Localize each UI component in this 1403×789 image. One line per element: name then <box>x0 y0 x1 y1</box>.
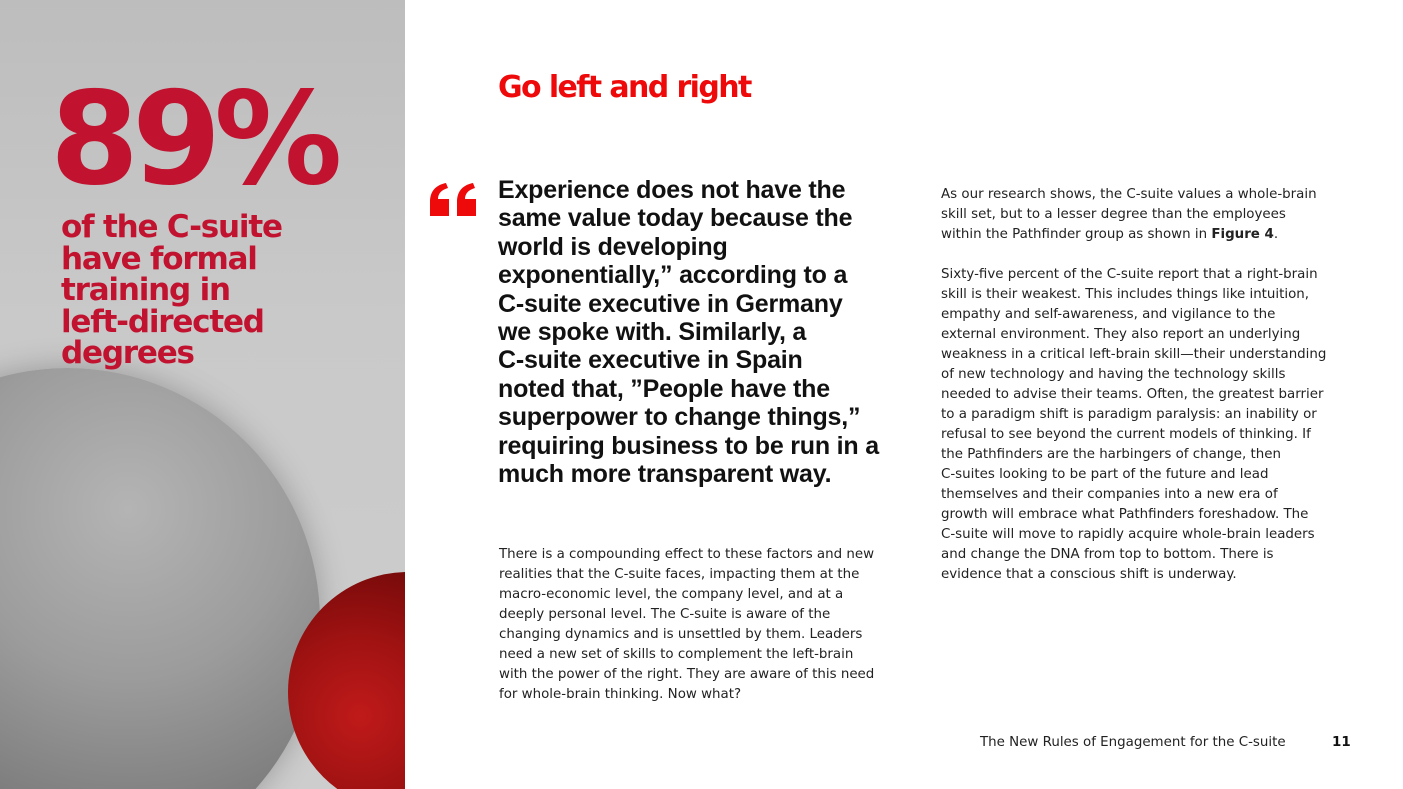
quote-line: superpower to change things,” <box>498 403 861 432</box>
decorative-sphere-panel <box>0 0 405 789</box>
stat-caption-line: degrees <box>61 335 194 371</box>
stat-caption-line: training in <box>61 272 230 308</box>
body-line: with the power of the right. They are aware of this need <box>499 667 875 682</box>
quote-line: requiring business to be run in a <box>498 431 879 460</box>
figure-reference: Figure 4 <box>1211 227 1274 242</box>
body-line: C-suites looking to be part of the future and lead <box>941 467 1269 482</box>
body-line: growth will embrace what Pathfinders foreshadow. The <box>941 507 1309 522</box>
quote-line: Experience does not have the <box>498 176 846 204</box>
stat-caption-line: left-directed <box>61 303 264 340</box>
quote-line: we spoke with. Similarly, a <box>498 318 807 347</box>
body-line: skill is their weakest. This includes things like intuition, <box>941 287 1310 302</box>
body-line: and change the DNA from top to bottom. There is <box>941 547 1274 562</box>
body-line: within the Pathfinder group as shown in <box>941 227 1212 242</box>
quote-line: same value today because the <box>498 204 853 233</box>
body-line: of new technology and having the technology skills <box>941 367 1286 382</box>
body-line: C-suite will move to rapidly acquire whole-brain leaders <box>941 527 1315 542</box>
stat-caption-line: have formal <box>61 240 257 277</box>
body-line: refusal to see beyond the current models of thinking. If <box>941 427 1311 442</box>
body-line: changing dynamics and is unsettled by them. Leaders <box>499 627 863 642</box>
body-line: skill set, but to a lesser degree than the employees <box>941 207 1286 222</box>
quote-line: C-suite executive in Spain <box>498 346 803 375</box>
quote-line: noted that, ”People have the <box>498 374 830 403</box>
stat-caption-line: of the C-suite <box>61 209 282 245</box>
quote-line: exponentially,” according to a <box>498 261 848 290</box>
quote-line: C-suite executive in Germany <box>498 289 843 318</box>
body-line: themselves and their companies into a new era of <box>941 487 1278 502</box>
section-heading: Go left and right <box>498 70 751 105</box>
body-line: weakness in a critical left-brain skill—their understanding <box>941 347 1327 362</box>
stat-caption <box>61 209 381 371</box>
body-line: empathy and self-awareness, and vigilance to the <box>941 307 1276 322</box>
quote-line: much more transparent way. <box>498 460 832 489</box>
body-line: deeply personal level. The C-suite is aware of the <box>499 607 831 622</box>
footer-document-title: The New Rules of Engagement for the C-suite <box>980 735 1286 750</box>
body-line: realities that the C-suite faces, impacting them at the <box>499 567 860 582</box>
pull-quote <box>498 176 908 488</box>
body-line: external environment. They also report an underlying <box>941 327 1301 342</box>
body-line: the Pathfinders are the harbingers of change, then <box>941 447 1281 462</box>
quotation-mark-icon <box>428 182 480 218</box>
quote-line: world is developing <box>498 232 728 261</box>
body-line: macro-economic level, the company level, and at a <box>499 587 844 602</box>
body-paragraph-right-1 <box>941 185 1351 245</box>
gray-sphere-image <box>0 368 320 789</box>
page-number: 11 <box>1332 735 1351 750</box>
body-line: for whole-brain thinking. Now what? <box>499 687 742 702</box>
body-line: to a paradigm shift is paradigm paralysis: an inability or <box>941 407 1317 422</box>
body-line: Sixty-five percent of the C-suite report that a right-brain <box>941 267 1318 282</box>
body-line: evidence that a conscious shift is underway. <box>941 567 1237 582</box>
stat-value: 89% <box>50 65 336 214</box>
body-line: need a new set of skills to complement the left-brain <box>499 647 854 662</box>
body-line: As our research shows, the C-suite values a whole-brain <box>941 187 1317 202</box>
body-line: There is a compounding effect to these factors and new <box>499 547 875 562</box>
body-line: needed to advise their teams. Often, the greatest barrier <box>941 387 1324 402</box>
body-line-end: . <box>1273 227 1279 242</box>
body-paragraph-left <box>499 545 909 705</box>
body-paragraph-right-2 <box>941 265 1351 585</box>
